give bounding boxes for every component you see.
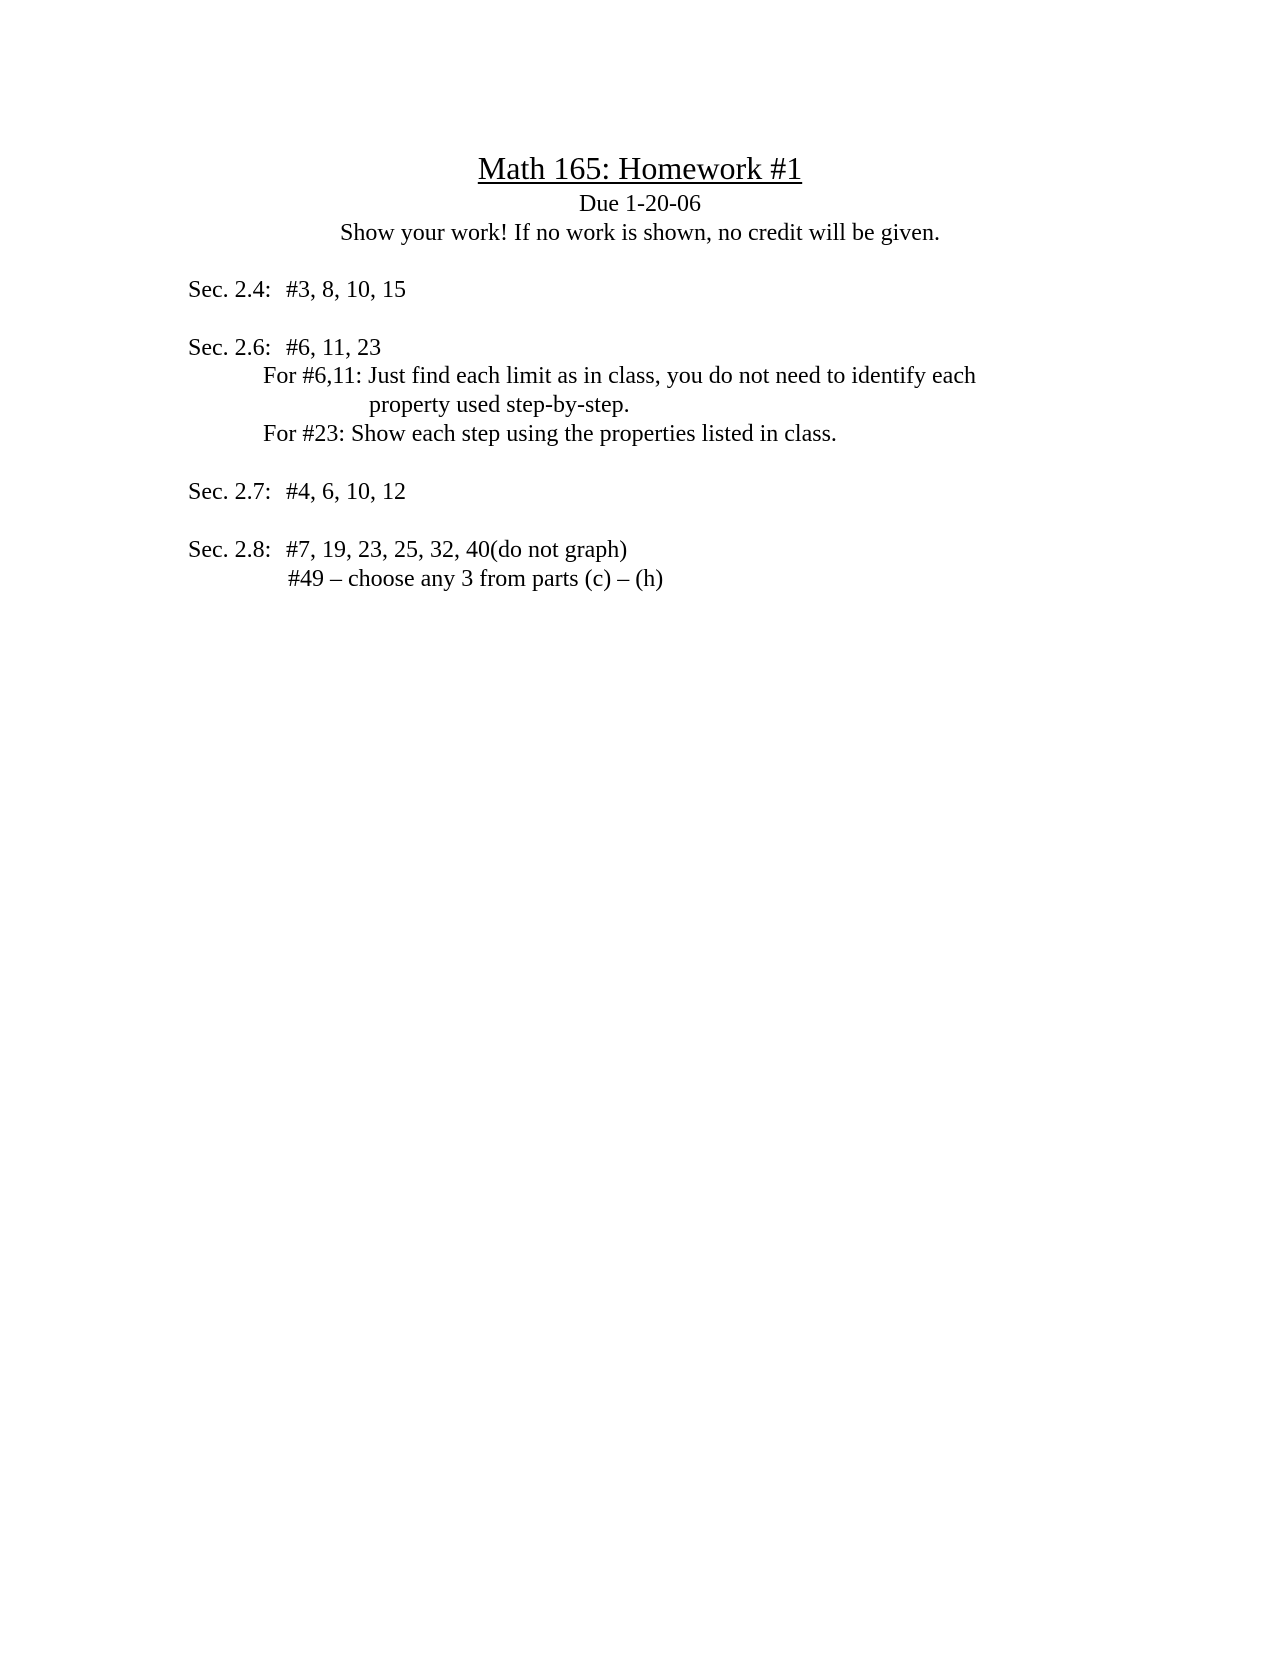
section-2-8-problems: #7, 19, 23, 25, 32, 40(do not graph) (286, 537, 628, 563)
title-text: Math 165: Homework #1 (477, 150, 803, 186)
section-2-6-note-1: For #6,11: Just find each limit as in class, you do not need to identify each (263, 363, 976, 389)
instructions: Show your work! If no work is shown, no credit will be given. (340, 220, 940, 246)
page-title (0, 150, 1280, 186)
section-2-7-problems: #4, 6, 10, 12 (286, 479, 406, 505)
section-2-6-note-2: For #23: Show each step using the properties listed in class. (263, 421, 837, 447)
section-2-6-note-1-continued: property used step-by-step. (369, 392, 630, 418)
section-2-8-extra: #49 – choose any 3 from parts (c) – (h) (288, 566, 664, 592)
due-date: Due 1-20-06 (579, 191, 701, 217)
section-2-8-heading: Sec. 2.8: (188, 537, 272, 563)
section-2-6-problems: #6, 11, 23 (286, 335, 382, 361)
section-2-6-heading: Sec. 2.6: (188, 335, 272, 361)
section-2-4-problems: #3, 8, 10, 15 (286, 277, 406, 303)
section-2-4-heading: Sec. 2.4: (188, 277, 272, 303)
section-2-7-heading: Sec. 2.7: (188, 479, 272, 505)
